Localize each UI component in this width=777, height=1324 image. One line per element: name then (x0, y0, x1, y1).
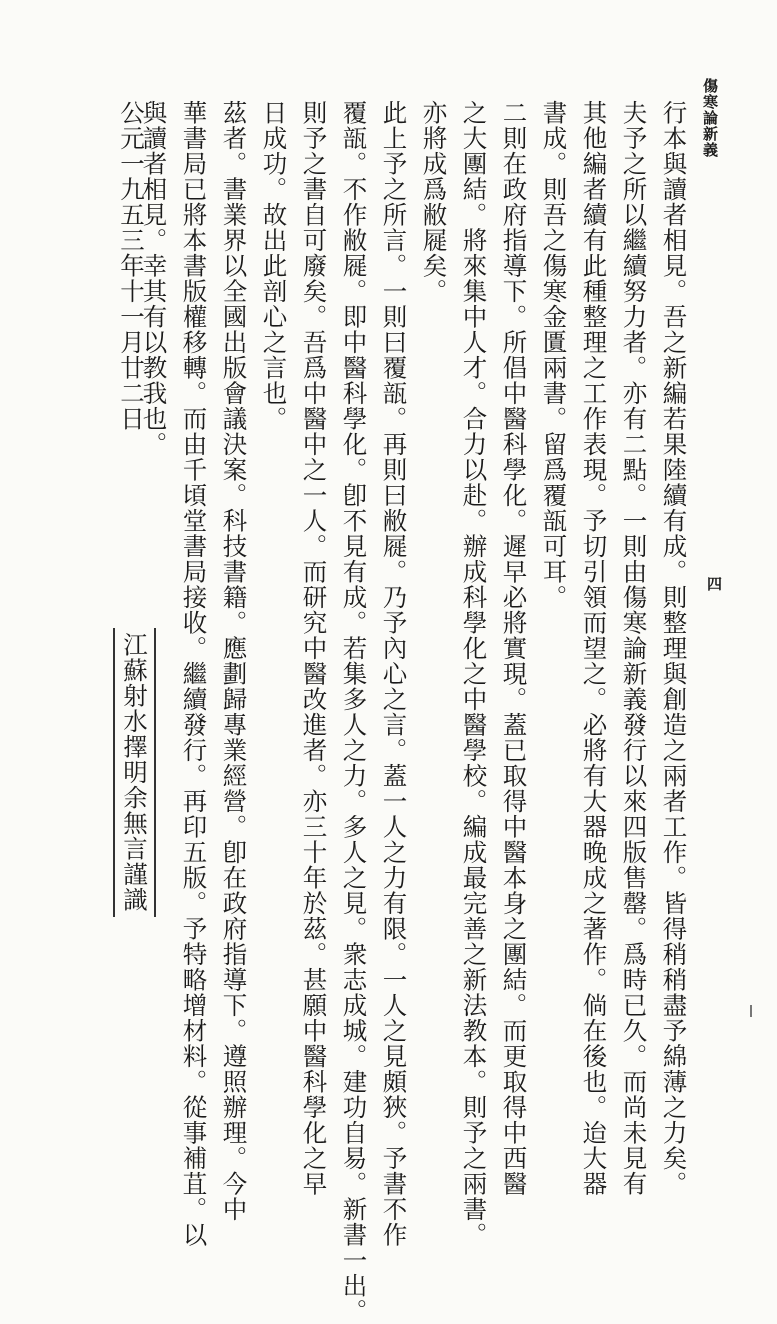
text-column: 夫予之所以繼續努力者。亦有二點。一則由傷寒論新義發行以來四版售罄。爲時已久。而尚未見有 (619, 100, 649, 1197)
text-column: 行本與讀者相見。吾之新編若果陸續有成。則整理與創造之兩者工作。皆得稍稍盡予綿薄之力矣。 (659, 100, 689, 1197)
author-signature: 江蘇射水擇明余無言謹識 (113, 628, 156, 917)
text-column: 日成功。故出此剖心之言也。 (259, 100, 289, 432)
text-column: 則予之書自可廢矣。吾爲中醫中之一人。而研究中醫改進者。亦三十年於茲。甚願中醫科學化之早 (299, 100, 329, 1197)
scan-mark (750, 1005, 752, 1017)
text-column: 與讀者相見。幸其有以教我也。 (139, 100, 169, 457)
text-column: 二則在政府指導下。所倡中醫科學化。遲早必將實現。蓋已取得中醫本身之團結。而更取得中西醫 (499, 100, 529, 1197)
text-column: 之大團結。將來集中人才。合力以赴。辦成科學化之中醫學校。編成最完善之新法教本。則予之兩書。 (459, 100, 489, 1248)
page-number: 四 (705, 576, 723, 591)
text-column: 茲者。書業界以全國出版會議決案。科技書籍。應劃歸專業經營。卽在政府指導下。遵照辦理。今中 (219, 100, 249, 1222)
text-column: 其他編者續有此種整理之工作表現。予切引領而望之。必將有大器晚成之著作。倘在後也。迨大器 (579, 100, 609, 1197)
text-column: 華書局已將本書版權移轉。而由千頃堂書局接收。繼續發行。再印五版。予特略增材料。從事補苴。以 (179, 100, 209, 1248)
text-column: 亦將成爲敝屣矣。 (419, 100, 449, 304)
body-text (112, 100, 692, 1324)
date-line: 公元一九五三年十一月廿二日 (117, 100, 146, 432)
text-column: 書成。則吾之傷寒金匱兩書。留爲覆瓿可耳。 (539, 100, 569, 610)
text-column: 覆瓿。不作敝屣。即中醫科學化。卽不見有成。若集多人之力。多人之見。衆志成城。建功自易。新書一出。 (339, 100, 369, 1324)
running-header: 傷寒論新義 (701, 78, 719, 158)
text-column: 此上予之所言。一則曰覆瓿。再則曰敝屣。乃予內心之言。蓋一人之力有限。一人之見頗狹。予書不作 (379, 100, 409, 1248)
